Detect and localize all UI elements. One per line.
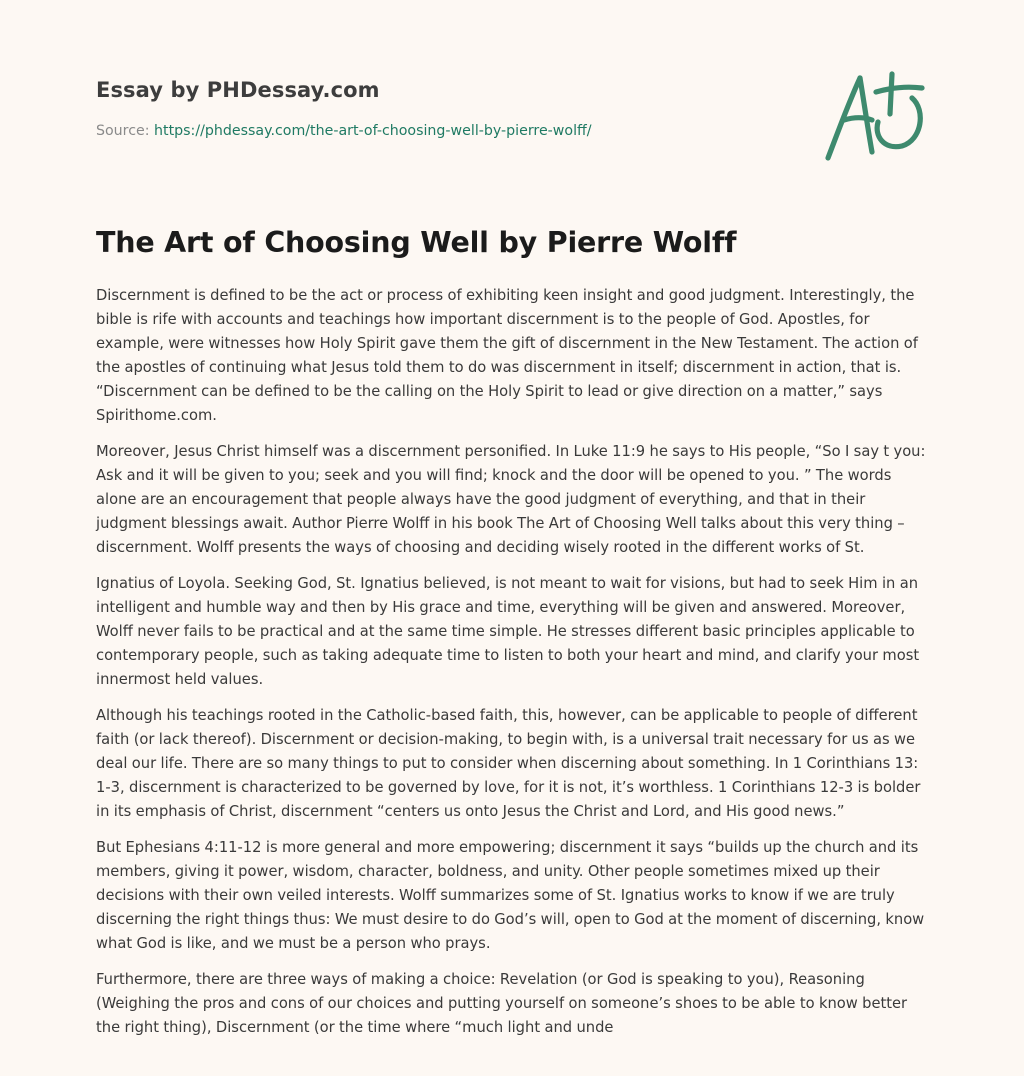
essay-title: The Art of Choosing Well by Pierre Wolff [96,226,737,259]
source-line [96,123,796,139]
paragraph: Discernment is defined to be the act or process of exhibiting keen insight and good judgment. Interestingly, the bible is rife with accounts and teachings how important discernment is to the people of God. Apostles, for example, were witnesses how Holy Spirit gave them the gift of discernment in the New Testament. The action of the apostles of continuing what Jesus told them to do was discernment in itself; discernment in action, that is. “Discernment can be defined to be the calling on the Holy Spirit to lead or give direction on a matter,” says Spirithome.com. [96,287,918,424]
source-label: Source: [96,123,155,139]
paragraph: But Ephesians 4:11-12 is more general and more empowering; discernment it says “builds up the church and its members, giving it power, wisdom, character, boldness, and unity. Other people sometimes mixed up their decisions with their own veiled interests. Wolff summarizes some of St. Ignatius works to know if we are truly discerning the right things thus: We must desire to do God’s will, open to God at the moment of discerning, know what God is like, and we must be a person who prays. [96,839,925,952]
paragraph: Moreover, Jesus Christ himself was a discernment personified. In Luke 11:9 he says to His people, “So I say t you: Ask and it will be given to you; seek and you will find; knock and the door will be opened to you. ” The words alone are an encouragement that people always have the good judgment of everything, and that in their judgment blessings await. Author Pierre Wolff in his book The Art of Choosing Well talks about this very thing – discernment. Wolff presents the ways of choosing and deciding wisely rooted in the different works of St. [96,443,926,556]
essay-header [96,78,796,139]
site-brand: Essay by PHDessay.com [96,78,380,102]
source-link[interactable]: https://phdessay.com/the-art-of-choosing-well-by-pierre-wolff/ [154,123,592,139]
a-plus-logo-icon [818,66,930,166]
paragraph: Ignatius of Loyola. Seeking God, St. Ignatius believed, is not meant to wait for visions, but had to seek Him in an intelligent and humble way and then by His grace and time, everything will be given and answered. Moreover, Wolff never fails to be practical and at the same time simple. He stresses different basic principles applicable to contemporary people, such as taking adequate time to listen to both your heart and mind, and clarify your most innermost held values. [96,575,920,688]
essay-body [96,284,928,1052]
paragraph: Furthermore, there are three ways of making a choice: Revelation (or God is speaking to you), Reasoning (Weighing the pros and cons of our choices and putting yourself on someone’s shoes to be able to know better the right thing), Discernment (or the time where “much light and unde [96,971,908,1036]
paragraph: Although his teachings rooted in the Catholic-based faith, this, however, can be applicable to people of different faith (or lack thereof). Discernment or decision-making, to begin with, is a universal trait necessary for us as we deal our life. There are so many things to put to consider when discerning about something. In 1 Corinthians 13: 1-3, discernment is characterized to be governed by love, for it is not, it’s worthless. 1 Corinthians 12-3 is bolder in its emphasis of Christ, discernment “centers us onto Jesus the Christ and Lord, and His good news.” [96,707,921,820]
